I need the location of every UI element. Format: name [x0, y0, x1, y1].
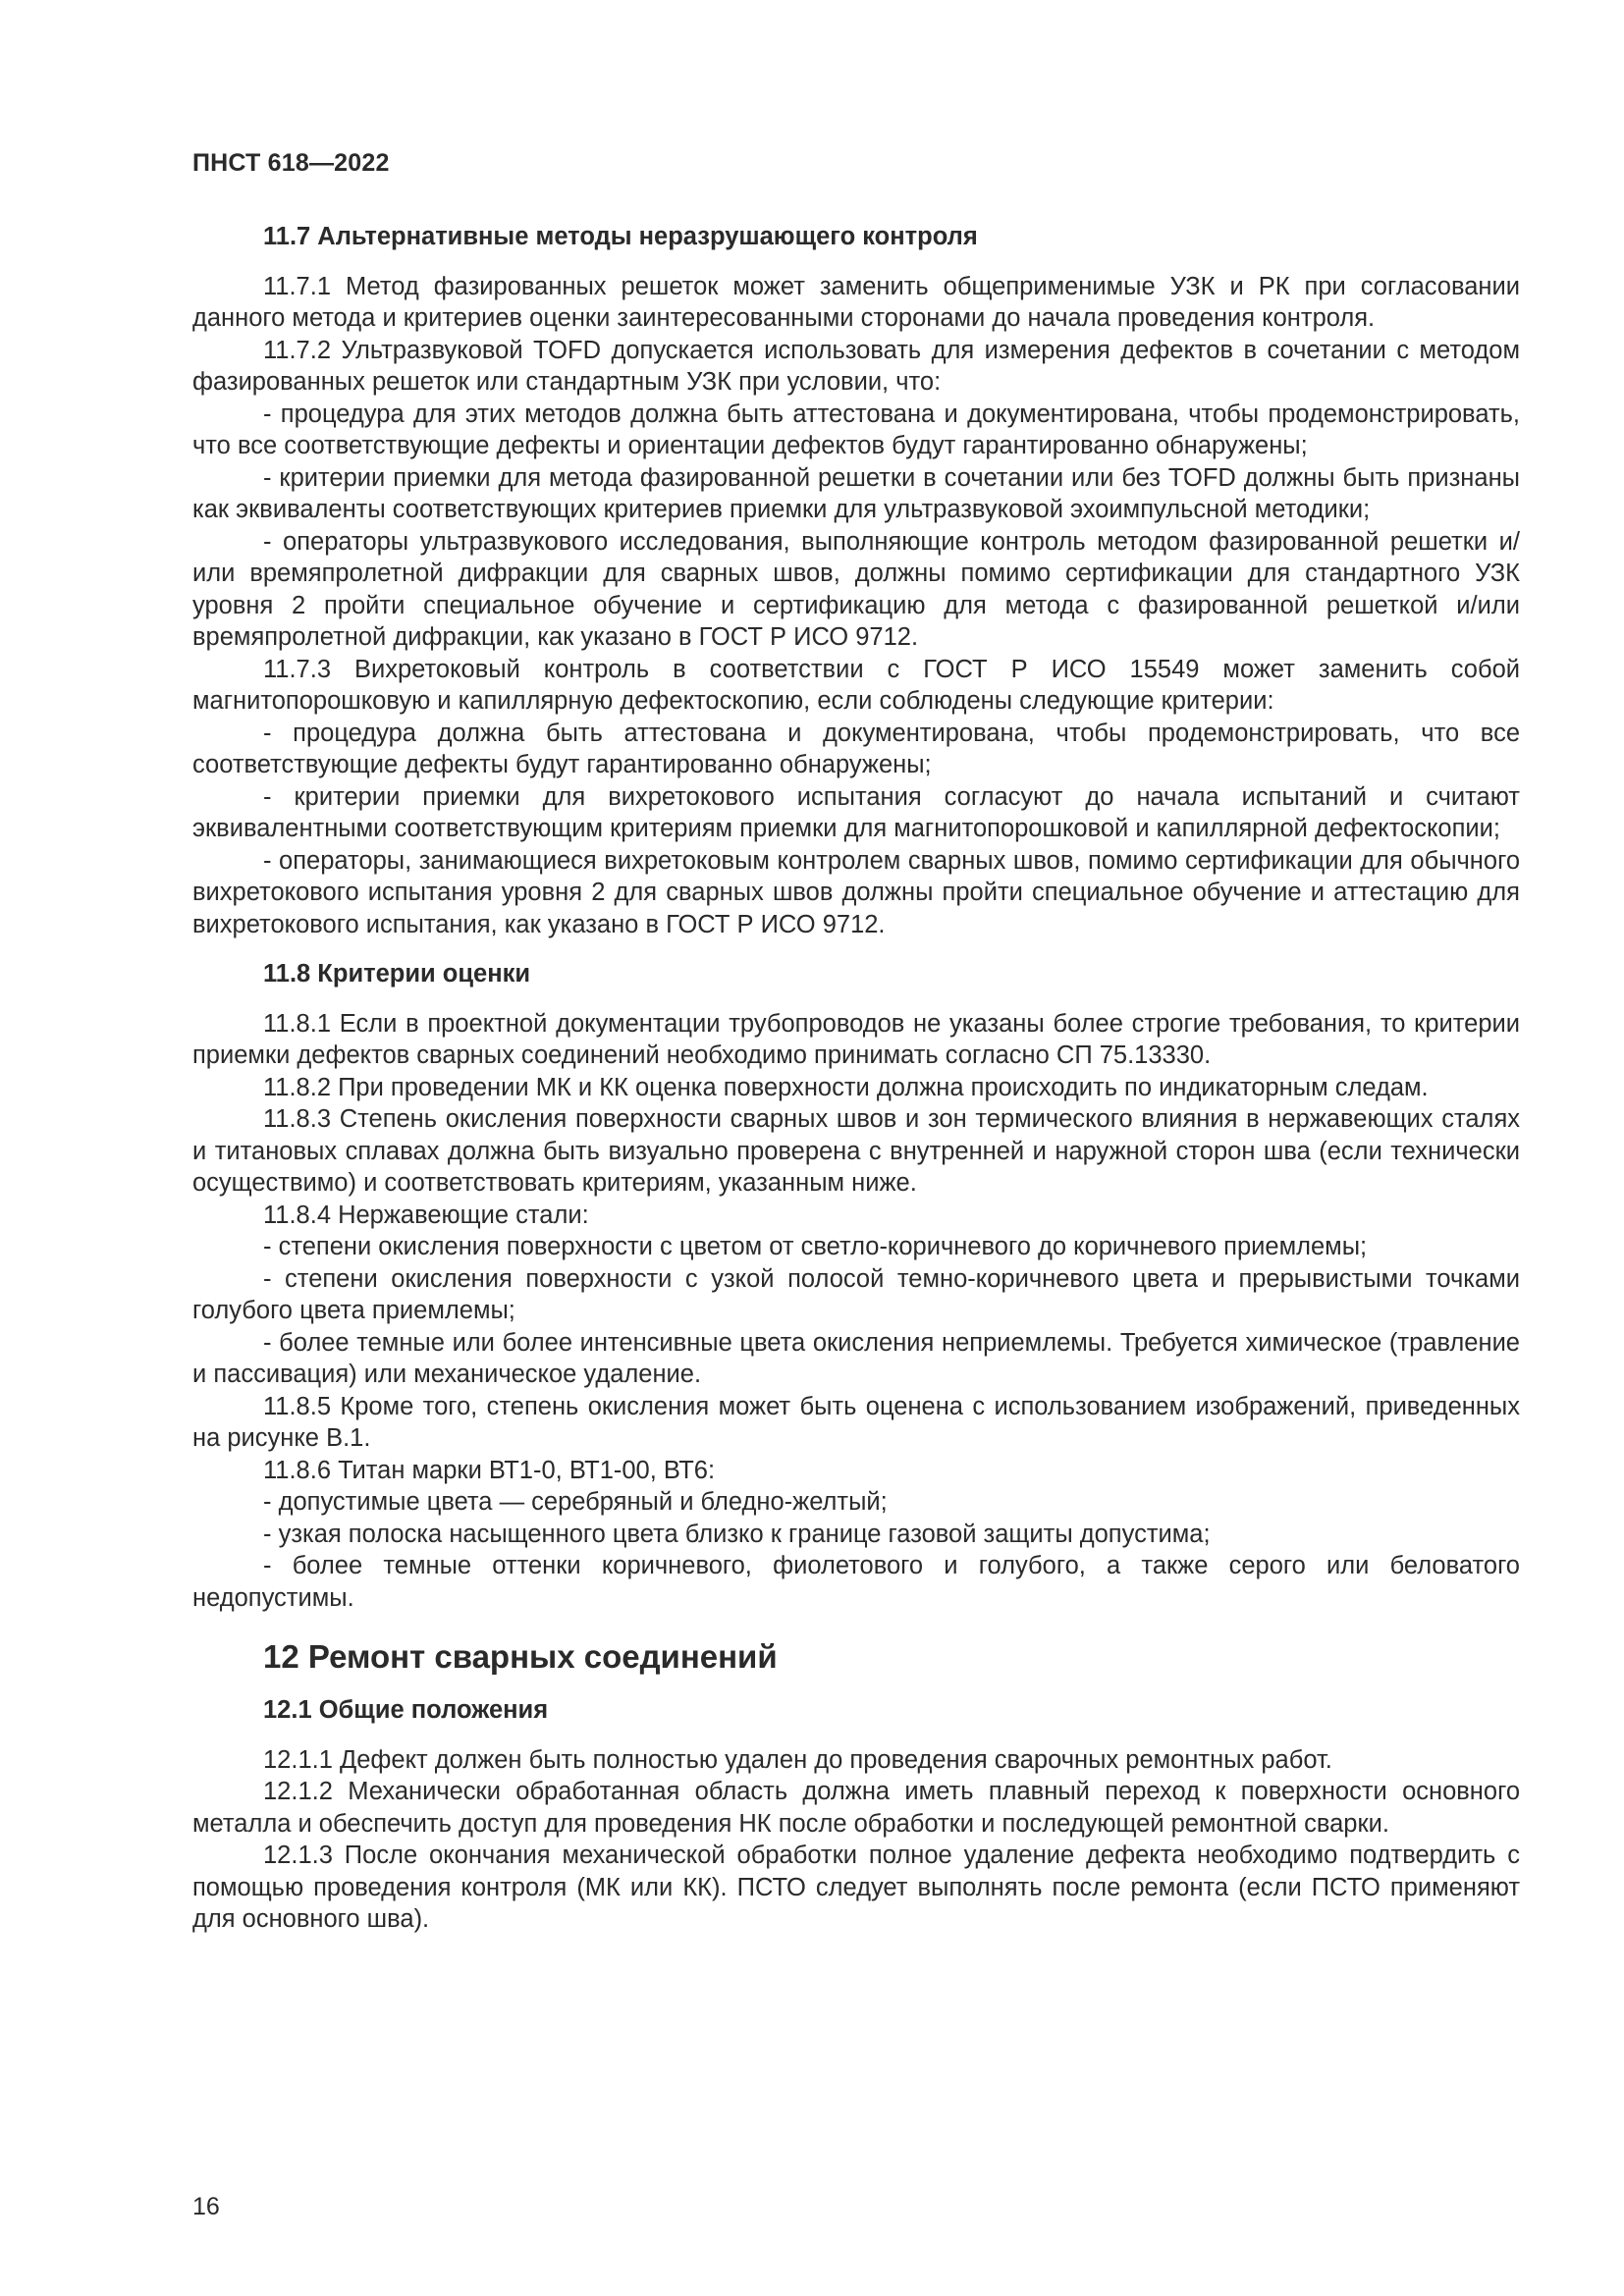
document-code-header: ПНСТ 618—2022	[192, 149, 390, 177]
list-item: - процедура должна быть аттестована и документирована, чтобы продемонстрировать, что все соответствующие дефекты будут гарантированно обнаружены;	[192, 719, 1520, 778]
list-item: - операторы, занимающиеся вихретоковым контролем сварных швов, помимо сертификации для обычного вихретокового испытания уровня 2 для сварных швов должны пройти специальное обучение и аттестацию для вихретокового испытания, как указано в ГОСТ Р ИСО 9712.	[192, 846, 1520, 938]
list-item: - допустимые цвета — серебряный и бледно-желтый;	[263, 1488, 888, 1516]
list-item: - процедура для этих методов должна быть аттестована и документирована, чтобы продемонстрировать, что все соответствующие дефекты и ориентации дефектов будут гарантированно обнаружены;	[192, 400, 1520, 459]
list-item: - степени окисления поверхности с цветом от светло-коричневого до коричневого приемлемы;	[263, 1233, 1368, 1260]
paragraph: 11.7.1 Метод фазированных решеток может заменить общеприменимые УЗК и РК при согласовании данного метода и критериев оценки заинтересованными сторонами до начала проведения контроля.	[192, 272, 1520, 332]
list-item: - критерии приемки для метода фазированной решетки в сочетании или без TOFD должны быть признаны как эквиваленты соответствующих критериев приемки для ультразвуковой эхоимпульсной методики;	[192, 463, 1520, 523]
paragraph: 11.8.6 Титан марки ВТ1-0, ВТ1-00, ВТ6:	[263, 1456, 716, 1484]
paragraph: 12.1.1 Дефект должен быть полностью удален до проведения сварочных ремонтных работ.	[263, 1745, 1332, 1774]
page-number: 16	[192, 2193, 220, 2220]
paragraph: 11.8.3 Степень окисления поверхности сварных швов и зон термического влияния в нержавеющих сталях и титановых сплавах должна быть визуально проверена с внутренней и наружной сторон шва (если технически осуществимо) и соответствовать критериям, указанным ниже.	[192, 1105, 1520, 1197]
document-body	[192, 221, 1520, 1936]
paragraph: 12.1.2 Механически обработанная область должна иметь плавный переход к поверхности основного металла и обеспечить доступ для проведения НК после обработки и последующей ремонтной сварки.	[192, 1778, 1520, 1838]
list-item: - более темные или более интенсивные цвета окисления неприемлемы. Требуется химическое (травление и пассивация) или механическое удаление.	[192, 1328, 1520, 1388]
list-item: - узкая полоска насыщенного цвета близко к границе газовой защиты допустима;	[263, 1520, 1211, 1548]
list-item: - операторы ультразвукового исследования, выполняющие контроль методом фазированной решетки и/или времяпролетной дифракции для сварных швов, должны помимо сертификации для стандартного УЗК уровня 2 пройти специальное обучение и сертификацию для метода с фазированной решеткой и/или времяпролетной дифракции, как указано в ГОСТ Р ИСО 9712.	[192, 527, 1520, 651]
section-heading-11-7: 11.7 Альтернативные методы неразрушающего контроля	[263, 223, 978, 250]
section-heading-12: 12 Ремонт сварных соединений	[263, 1638, 778, 1675]
paragraph: 11.8.5 Кроме того, степень окисления может быть оценена с использованием изображений, приведенных на рисунке В.1.	[192, 1392, 1520, 1452]
paragraph: 11.8.4 Нержавеющие стали:	[263, 1201, 589, 1229]
list-item: - степени окисления поверхности с узкой полосой темно-коричневого цвета и прерывистыми точками голубого цвета приемлемы;	[192, 1264, 1520, 1324]
section-heading-12-1: 12.1 Общие положения	[263, 1696, 549, 1724]
list-item: - критерии приемки для вихретокового испытания согласуют до начала испытаний и считают эквивалентными соответствующим критериям приемки для магнитопорошковой и капиллярной дефектоскопии;	[192, 782, 1520, 842]
paragraph: 11.7.2 Ультразвуковой TOFD допускается использовать для измерения дефектов в сочетании с методом фазированных решеток или стандартным УЗК при условии, что:	[192, 336, 1520, 396]
paragraph: 11.7.3 Вихретоковый контроль в соответствии с ГОСТ Р ИСО 15549 может заменить собой магнитопорошковую и капиллярную дефектоскопию, если соблюдены следующие критерии:	[192, 655, 1520, 715]
section-heading-11-8: 11.8 Критерии оценки	[263, 960, 531, 988]
paragraph: 11.8.1 Если в проектной документации трубопроводов не указаны более строгие требования, то критерии приемки дефектов сварных соединений необходимо принимать согласно СП 75.13330.	[192, 1009, 1520, 1069]
list-item: - более темные оттенки коричневого, фиолетового и голубого, а также серого или беловатого недопустимы.	[192, 1552, 1520, 1612]
paragraph: 12.1.3 После окончания механической обработки полное удаление дефекта необходимо подтвердить с помощью проведения контроля (МК или КК). ПСТО следует выполнять после ремонта (если ПСТО применяют для основного шва).	[192, 1842, 1520, 1933]
paragraph: 11.8.2 При проведении МК и КК оценка поверхности должна происходить по индикаторным следам.	[263, 1073, 1429, 1101]
